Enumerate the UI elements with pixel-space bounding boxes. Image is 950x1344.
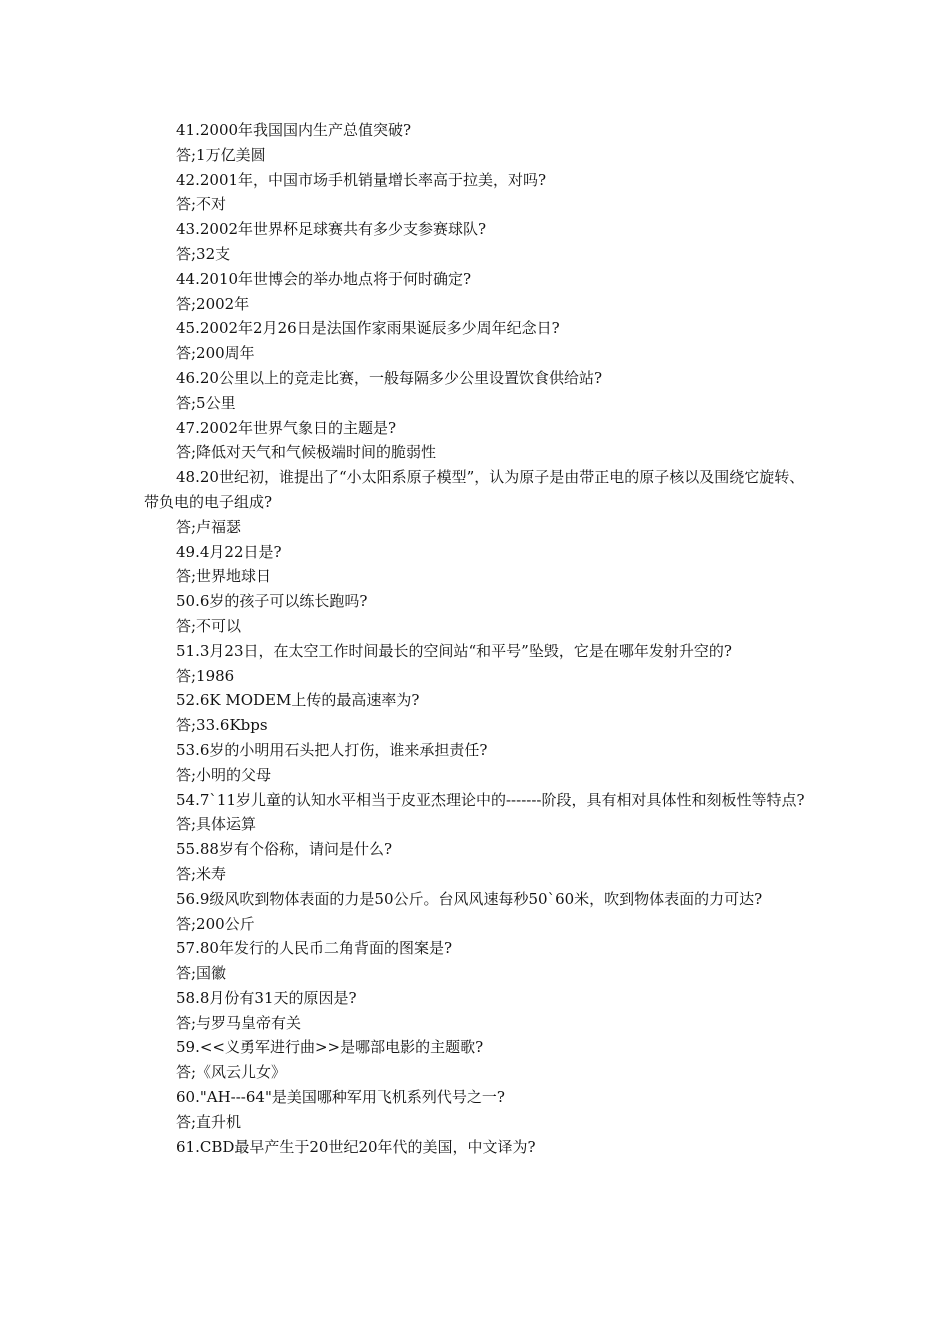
qa-item (0, 465, 950, 539)
answer-text: 答;不可以 (176, 616, 242, 635)
qa-item (0, 738, 950, 788)
qa-item (0, 416, 950, 466)
question-text: 42.2001年，中国市场手机销量增长率高于拉美，对吗? (176, 170, 547, 189)
answer-text: 答;国徽 (176, 964, 227, 983)
question-text: 57.80年发行的人民币二角背面的图案是? (176, 939, 452, 958)
document-page (0, 118, 950, 1159)
answer-text: 答;2002年 (176, 294, 250, 313)
qa-item (0, 1085, 950, 1135)
answer-text: 答;与罗马皇帝有关 (176, 1013, 302, 1032)
qa-item (0, 540, 950, 590)
question-text: 61.CBD最早产生于20世纪20年代的美国，中文译为? (176, 1137, 536, 1156)
qa-item (0, 1035, 950, 1085)
question-text: 60."AH---64"是美国哪种军用飞机系列代号之一? (176, 1088, 505, 1107)
answer-text: 答;200公斤 (176, 914, 255, 933)
question-text: 59.<<义勇军进行曲>>是哪部电影的主题歌? (176, 1038, 484, 1057)
qa-item (0, 168, 950, 218)
question-text: 54.7`11岁儿童的认知水平相当于皮亚杰理论中的-------阶段，具有相对具体性和刻板性等特点? (176, 790, 805, 809)
answer-text: 答;5公里 (176, 393, 236, 412)
question-text: 52.6K MODEM上传的最高速率为? (176, 691, 420, 710)
qa-item (0, 936, 950, 986)
qa-item (0, 837, 950, 887)
question-text: 43.2002年世界杯足球赛共有多少支参赛球队? (176, 220, 487, 239)
qa-item (0, 639, 950, 689)
qa-item (0, 887, 950, 937)
qa-item (0, 986, 950, 1036)
question-text: 55.88岁有个俗称，请问是什么? (176, 840, 392, 859)
qa-item (0, 788, 950, 838)
qa-item (0, 688, 950, 738)
question-text: 51.3月23日，在太空工作时间最长的空间站“和平号”坠毁，它是在哪年发射升空的? (176, 641, 732, 660)
answer-text: 答;1986 (176, 666, 235, 685)
question-text: 47.2002年世界气象日的主题是? (176, 418, 397, 437)
question-text: 46.20公里以上的竞走比赛，一般每隔多少公里设置饮食供给站? (176, 368, 602, 387)
qa-item (0, 267, 950, 317)
question-text: 45.2002年2月26日是法国作家雨果诞辰多少周年纪念日? (176, 319, 560, 338)
qa-item (0, 1135, 950, 1160)
question-text: 58.8月份有31天的原因是? (176, 988, 357, 1007)
question-text: 48.20世纪初，谁提出了“小太阳系原子模型”，认为原子是由带正电的原子核以及围绕它旋转、带负电的电子组成? (144, 468, 805, 511)
answer-text: 答;200周年 (176, 344, 255, 363)
answer-text: 答;《风云儿女》 (176, 1063, 287, 1082)
question-text: 44.2010年世博会的举办地点将于何时确定? (176, 269, 472, 288)
question-text: 50.6岁的孩子可以练长跑吗? (176, 592, 368, 611)
answer-text: 答;直升机 (176, 1112, 242, 1131)
qa-item (0, 217, 950, 267)
qa-item (0, 316, 950, 366)
qa-item (0, 589, 950, 639)
qa-item (0, 366, 950, 416)
answer-text: 答;33.6Kbps (176, 716, 268, 735)
answer-text: 答;卢福瑟 (176, 517, 242, 536)
answer-text: 答;米寿 (176, 864, 227, 883)
answer-text: 答;小明的父母 (176, 765, 272, 784)
answer-text: 答;不对 (176, 195, 227, 214)
qa-item (0, 118, 950, 168)
answer-text: 答;降低对天气和气候极端时间的脆弱性 (176, 443, 437, 462)
answer-text: 答;具体运算 (176, 815, 257, 834)
answer-text: 答;1万亿美圆 (176, 145, 266, 164)
question-text: 53.6岁的小明用石头把人打伤，谁来承担责任? (176, 740, 488, 759)
question-text: 41.2000年我国国内生产总值突破? (176, 121, 412, 139)
answer-text: 答;世界地球日 (176, 567, 272, 586)
question-text: 49.4月22日是? (176, 542, 282, 561)
answer-text: 答;32支 (176, 244, 231, 263)
question-text: 56.9级风吹到物体表面的力是50公斤。台风风速每秒50`60米，吹到物体表面的力可达? (176, 889, 763, 908)
